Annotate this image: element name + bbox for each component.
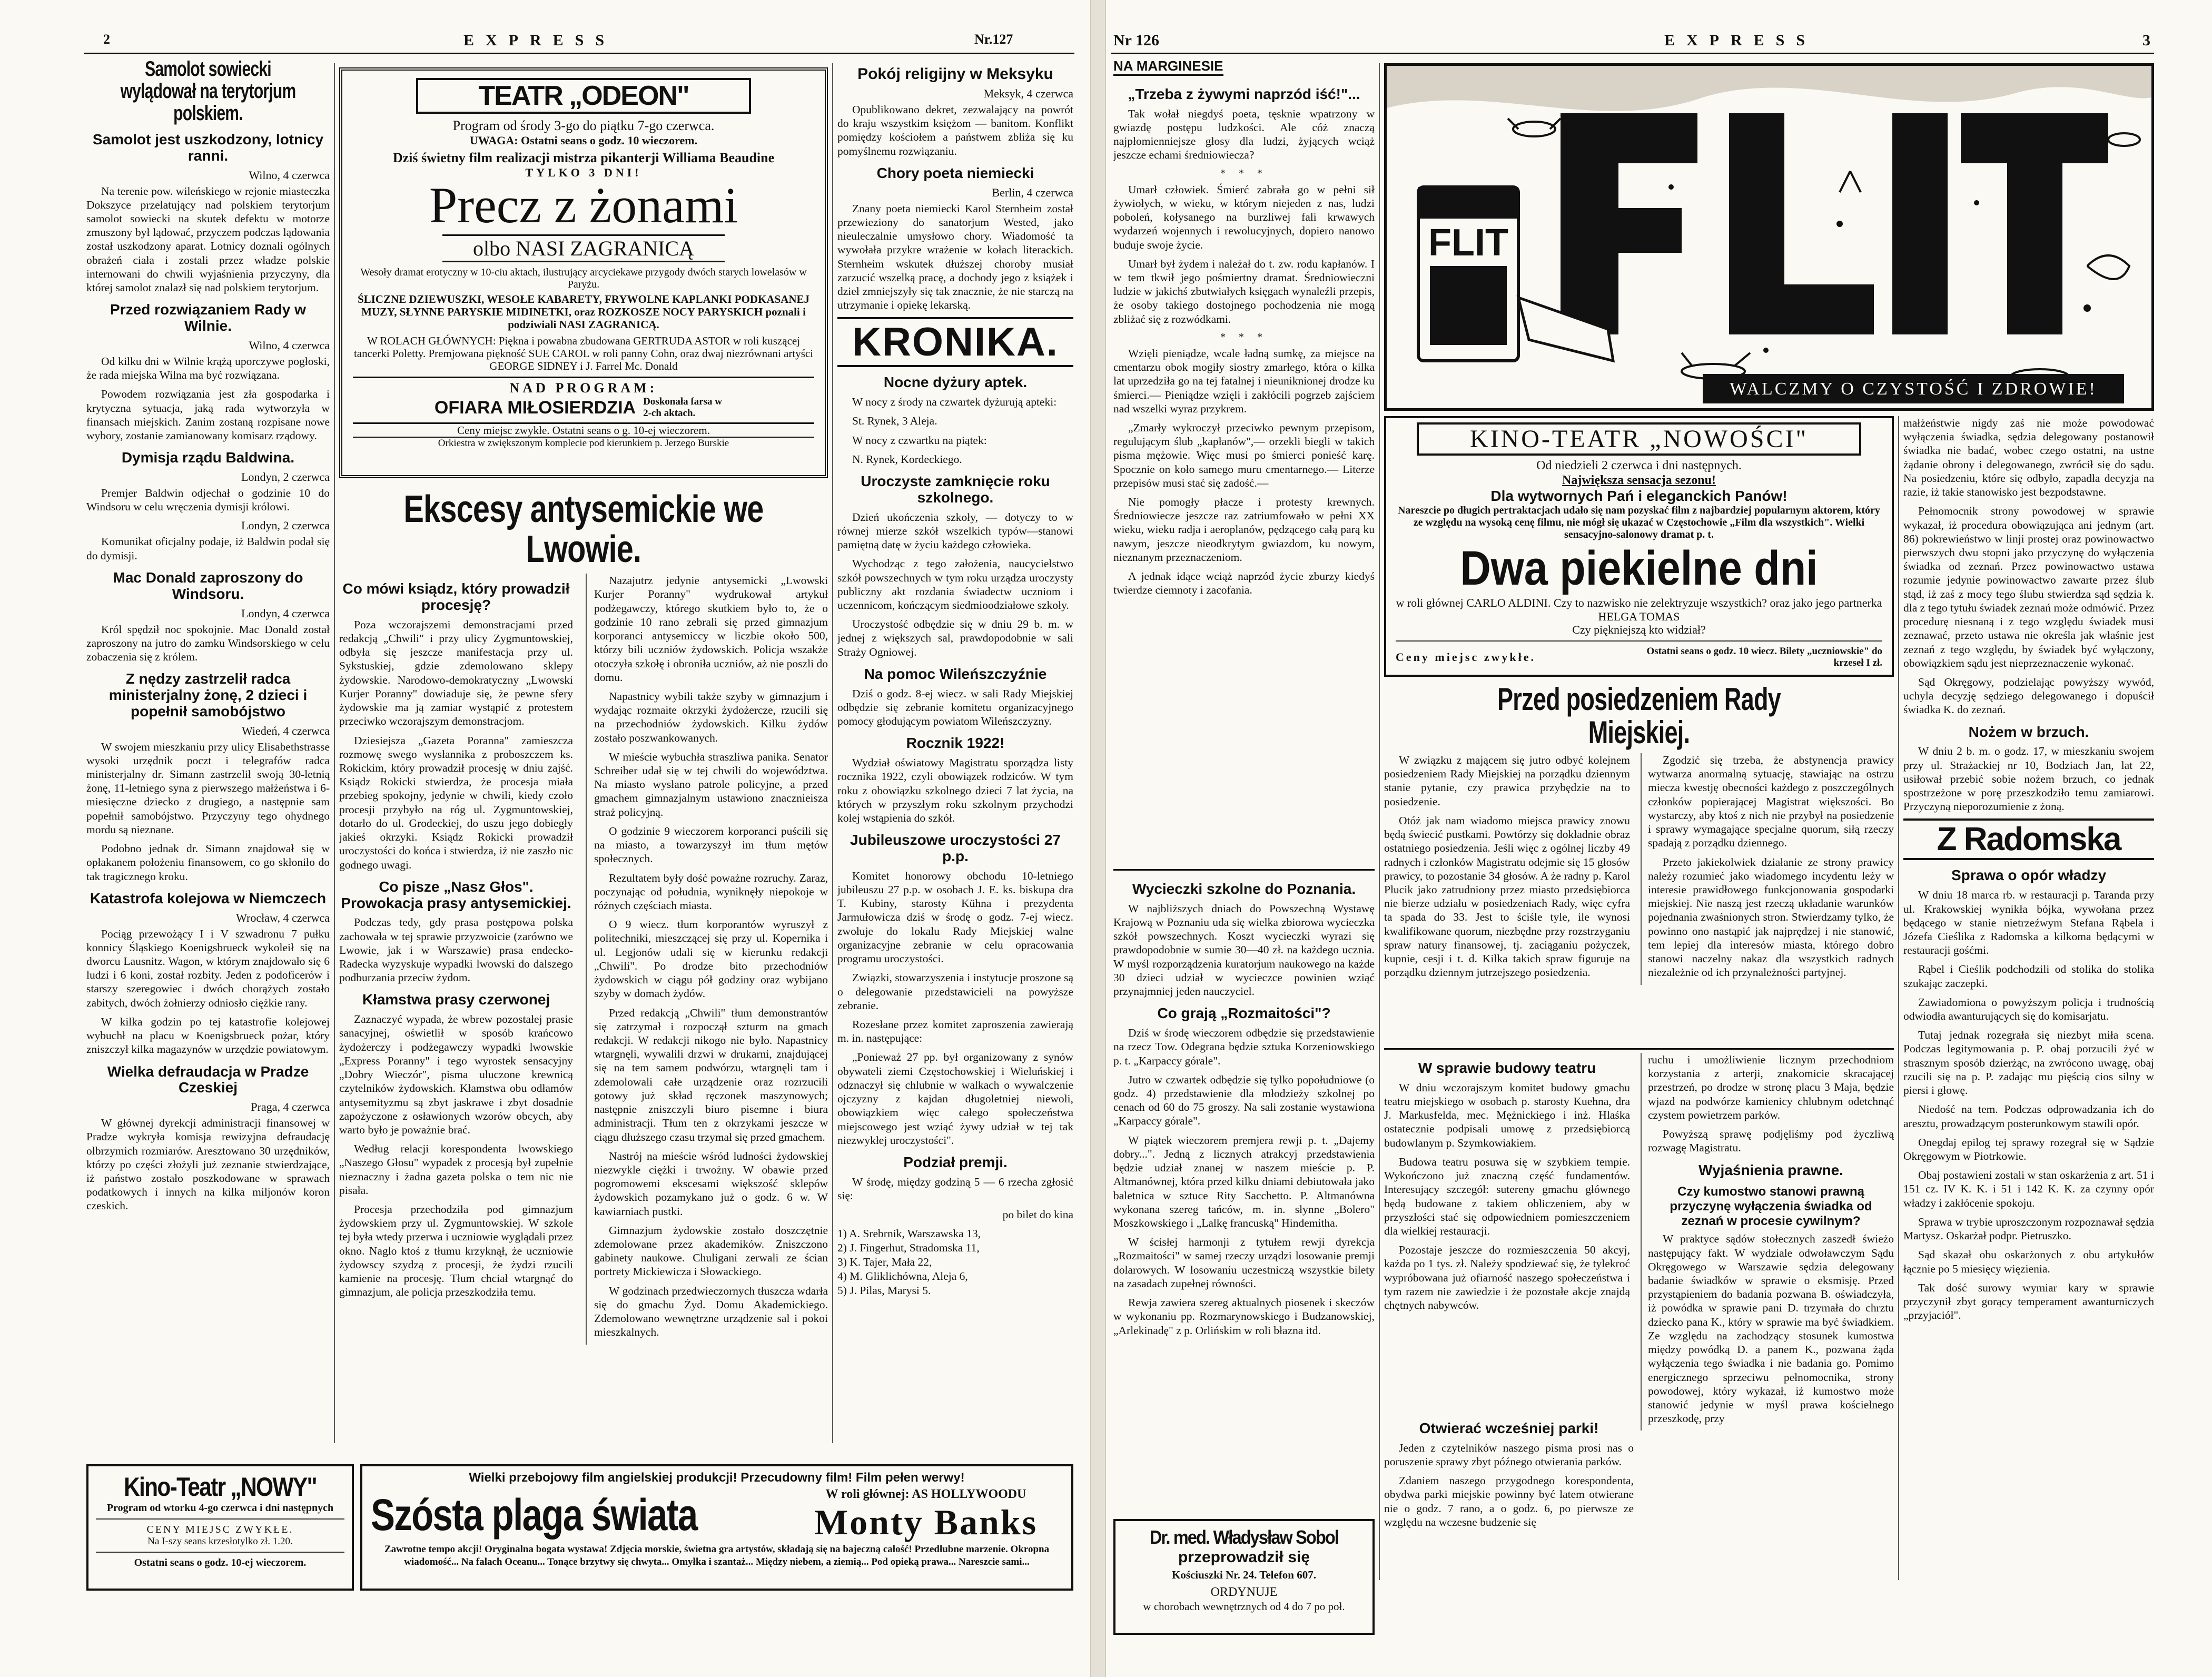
article-text: Dziś w środę wieczorem odbędzie się przedstawienie na rzecz Tow. Odegrana będzie sztuka Korzeniowskiego p. t. „Karpaccy górale". [1113, 1027, 1375, 1067]
ad-hours: w chorobach wewnętrznych od 4 do 7 po poł. [1143, 1600, 1345, 1613]
article-text: Wzięli pieniądze, wcale ładną sumkę, za miejsce na cmentarzu obok mogiły siostry zmarłego, która o kilka lat uprzedziła go na tej fatalnej i nieuniknionej drodze ku śmierci.— Pieniądze wzięli i zakłócili pogrzeb zajściem nad wszelki wyraz przykrem. [1113, 347, 1375, 415]
ad-moved: przeprowadził się [1178, 1548, 1310, 1566]
ad-title: Kino-Teatr „NOWY" [124, 1472, 317, 1502]
ad-prices: CENY MIEJSC ZWYKŁE. [146, 1524, 294, 1535]
masthead: EXPRESS [1664, 32, 1817, 49]
page-number: 2 [103, 32, 110, 47]
subheadline: Co pisze „Nasz Głos". Prowokacja prasy antysemickiej. [341, 878, 571, 911]
article-text: Poza wczorajszemi demonstracjami przed redakcją „Chwili" i przy ulicy Zygmuntowskiej, odbyła się jeszcze manifestacja przy ul. Sykstuskiej, gdzie zdemolowano sklepy żydowskie. Narodowo-demokratyczny „Lwowski Kurjer Poranny" dowiaduje się, że pewne sfery żydowskie ma ją zamiar wystąpić z protestem przeciwko wczorajszym demonstracjom. [339, 618, 573, 728]
article-text: Komunikat oficjalny podaje, iż Baldwin podał się do dymisji. [86, 535, 330, 562]
ad-program: Program od środy 3-go do piątku 7-go czerwca. [452, 118, 715, 133]
headline: Przed rozwiązaniem Rady w Wilnie. [110, 301, 306, 334]
article-text: W godzinach przedwieczornych tłuszcza wdarła się do gmachu Żyd. Domu Akademickiego. Zdemolowano wewnętrzne urządzenie sal i pokoi mieszkalnych. [594, 1284, 828, 1339]
headline: W sprawie budowy teatru [1418, 1060, 1596, 1076]
ad-last-show: Ostatni seans o godz. 10 wiecz. Bilety „uczniowskie" do krzeseł I zł. [1646, 646, 1882, 669]
flit-slogan: WALCZMY O CZYSTOŚĆ I ZDROWIE! [1730, 379, 2097, 399]
headline: Na pomoc Wileńszczyźnie [864, 665, 1047, 682]
film-title: Dwa piekielne dni [1460, 541, 1818, 596]
column-rule [832, 63, 833, 1443]
article-text: Dziś o godz. 8-ej wiecz. w sali Rady Miejskiej odbędzie się zebranie komitetu organizacyjnego pomocy głodującym powiatom Wileńszczyzny. [837, 687, 1073, 728]
article-text: Umarł był żydem i należał do t. zw. rodu kapłanów. I w tem tkwił jego pośmiertny dramat. Średniowieczni ludzie w jakichś zbutwiałych księgach wynaleźli przepis, że osoby takiego dostojnego pochodzenia nie mogą zbliżać się z rozwódkami. [1113, 257, 1375, 325]
subheadline: Sprawa o opór władzy [1951, 867, 2107, 884]
dateline: Meksyk, 4 czerwca [983, 87, 1073, 100]
article-text: N. Rynek, Kordeckiego. [852, 452, 962, 466]
list-item: 2) J. Fingerhut, Stradomska 11, [837, 1241, 980, 1255]
headline: Otwierać wcześniej parki! [1419, 1420, 1599, 1436]
flit-can-label: FLIT [1428, 222, 1508, 264]
article-text: Rewja zawiera szereg aktualnych piosenek i skeczów w wykonaniu pp. Rozmarynowskiego i Budzanowskiej, „Arlekinadę" z p. Orlińskim w roli błazna itd. [1113, 1296, 1375, 1337]
column-4 [837, 58, 1073, 1448]
article-text: „Zmarły wykroczył przeciwko pewnym przepisom, regulującym ślub „kapłanów",— orzekli biegli w takich pisma mężowie. Więc musi po śmierci ponieść karę. Spocznie on koło samego muru cmentarnego.— Literze przepisów musi stać się zadość.— [1113, 421, 1375, 489]
article-text: St. Rynek, 3 Aleja. [852, 415, 937, 428]
article-text: W środę, między godziną 5 — 6 rzecha zgłosić się: [837, 1175, 1073, 1202]
article-text: Zgodzić się trzeba, że abstynencja prawicy wytwarza anormalną sytuację, stawiając na ostrzu miecza kwestję obecności każdego z poszczególnych członków popierającej Magistrat większości. Bo wystarczy, aby ktoś z nich nie przybył na posiedzenie i sprawy wymagające specjalne quorum, siłą rzeczy spadają z porządku dziennego. [1648, 754, 1894, 850]
article-text: O godzinie 9 wieczorem korporanci puścili się na miasto, a towarzyszył im tłum mętów społecznych. [594, 824, 828, 865]
section-title: Z Radomska [1937, 821, 2121, 858]
dateline: Londyn, 2 czerwca [241, 519, 330, 532]
rada-miejska-article [1384, 683, 1894, 1041]
subheadline: Kłamstwa prasy czerwonej [362, 991, 550, 1008]
article-text: Na terenie pow. wileńskiego w rejonie miasteczka Dokszyce przelatujący nad polskiem terytorjum samolot sowiecki na skutek defektu w motorze zmuszony był lądować, przyczem podczas lądowania został uszkodzony aparat. Lotnicy doznali ogólnych obrażeń ciała i zostali przez władze polskie internowani do chwili wyjaśnienia przyczyny, dla której samolot znalazł się nad polskiem terytorjum. [86, 184, 330, 294]
article-text: Budowa teatru posuwa się w szybkiem tempie. Wykończono już znaczną część fundamentów. Interesujący szczegół: sutereny gmachu głównego będą budowane z takiem obliczeniem, aby w przyszłości stać się odpowiedniem pomieszczeniem dla wielkiej restauracji. [1384, 1155, 1630, 1237]
article-text: Związki, stowarzyszenia i instytucje proszone są o delegowanie przedstawicieli na powyższe zebranie. [837, 971, 1073, 1012]
dr-sobol-ad [1113, 1519, 1375, 1635]
article-text: Powodem rozwiązania jest zła gospodarka i krytyczna sytuacja, jaką rada wytworzyła w finansach miejskich. Zanim zostaną rozpisane nowe wybory, zostanie zamianowany komisarz rządowy. [86, 388, 330, 442]
article-text: W dniu 18 marca rb. w restauracji p. Taranda przy ul. Krakowskiej wynikła bójka, wywołana przez będącego w stanie nietrzeźwym Stefana Rąbela i Józefa Cieślika z Radomska a kilkoma będącymi w restauracji gośćmi. [1903, 889, 2154, 957]
article-text: Zdaniem naszego przygodnego korespondenta, obydwa parki miejskie powinny być latem otwierane nie o godz. 7 rano, a o godz. 6, po pierwsze ze względu na wczesne budzenie się [1384, 1474, 1634, 1528]
teatr-article [1384, 1048, 1894, 1637]
article-text: A jednak idące wciąż naprzód życie zburzy kiedyś twierdze ciemnoty i zacofania. [1113, 570, 1375, 597]
page-gutter [1090, 0, 1106, 1677]
ad-title: TEATR „ODEON" [416, 78, 751, 114]
article-text: Jeden z czytelników naszego pisma prosi nas o poruszenie sprawy zbyt późnego otwierania parków. [1384, 1441, 1634, 1468]
list-item: 5) J. Pilas, Marysi 5. [837, 1284, 931, 1297]
section-title: KRONIKA. [852, 320, 1059, 365]
ad-only: TYLKO 3 DNI! [525, 166, 642, 180]
ad-extra-note: Doskonała farsa w 2-ch aktach. [643, 396, 722, 419]
column-rule [334, 63, 335, 1443]
article-text: W dniu wczorajszym komitet budowy gmachu teatru miejskiego w osobach p. starosty Kuehna, dra J. Markusfelda, mec. Mężnickiego i inż. Hlaśka ostatecznie podpisali umowę z przedsiębiorcą budowlanym p. Szymkowiakiem. [1384, 1081, 1630, 1149]
article-text: po bilet do kina [1002, 1208, 1073, 1221]
article-text: Onegdaj epilog tej sprawy rozegrał się w Sądzie Okręgowym w Piotrkowie. [1903, 1136, 2154, 1162]
article-text: Znany poeta niemiecki Karol Sternheim został przewieziony do sanatorjum Wested, jako nieuleczalnie umysłowo chory. Wiadomość ta wywołała przykre wrażenie w kołach literackich. Sternheim wskutek dłuższej choroby musiał zarzucić wszelką pracę, a dochody jego z książek i dzieł zmniejszyły się tak znacznie, że nie starczą na utrzymanie i opiekę lekarską. [837, 202, 1073, 312]
separator-stars: * * * [1220, 167, 1268, 179]
ad-last-show: Ostatni seans o godz. 10-ej wieczorem. [134, 1556, 307, 1569]
article-text: Rąbel i Cieślik podchodzili od stolika do stolika szukając zaczepki. [1903, 963, 2154, 990]
headline: Jubileuszowe uroczystości 27 p.p. [850, 832, 1061, 865]
szkolne-column [1113, 869, 1375, 1516]
divider [96, 1552, 344, 1553]
headline: Wielka defraudacja w Pradze Czeskiej [107, 1063, 309, 1096]
ad-program: Program od wtorku 4-go czerwca i dni następnych [106, 1502, 334, 1514]
ad-name: Dr. med. Władysław Sobol [1149, 1526, 1339, 1548]
kino-nowosci-ad [1384, 416, 1894, 677]
ad-notice: UWAGA: Ostatni seans o godz. 10 wieczorem. [469, 133, 698, 147]
list-item: 4) M. Gliklichówna, Aleja 6, [837, 1270, 968, 1283]
dateline: Berlin, 4 czerwca [992, 185, 1073, 199]
article-text: Nastrój na mieście wśród ludności żydowskiej niezwykle ciężki i trwożny. W obawie przed pogromowemi ekscesami większość sklepów żydowskich pozamykano już o godz. 6 w. W kawiarniach pustki. [594, 1149, 828, 1218]
article-text: W dniu 2 b. m. o godz. 17, w mieszkaniu swojem przy ul. Strażackiej nr 10, Bodziach Jan, lat 22, usiłował przebić sobie nożem brzuch, co jednak spostrzeżone w porę przeszkodziło temu zamiarowi. Przyczyną nieporozumienie z żoną. [1903, 745, 2154, 813]
flit-advertisement [1384, 63, 2154, 411]
headline: Mac Donald zaproszony do Windsoru. [113, 569, 303, 602]
headline: Uroczyste zamknięcie roku szkolnego. [861, 473, 1050, 506]
header-rule [1111, 53, 2154, 54]
divider [96, 1518, 344, 1520]
article-text: Powyższą sprawę podjęliśmy pod życzliwą rozwagę Magistratu. [1648, 1128, 1894, 1155]
headline: Rocznik 1922! [906, 735, 1005, 752]
column-rule [1898, 416, 1899, 1580]
separator-stars: * * * [1220, 331, 1268, 343]
article-text: Król spędził noc spokojnie. Mac Donald został zaproszony na jutro do zamku Windsorskiego w celu zobaczenia się z królem. [86, 623, 330, 663]
headline: Dymisja rządu Baldwina. [121, 449, 295, 466]
headline: Z nędzy zastrzelił radca ministerjalny żonę, 2 dzieci i popełnił samobójstwo [108, 670, 308, 719]
ad-role-label: W roli głównej: AS HOLLYWOODU [825, 1487, 1026, 1501]
article-text: Premjer Baldwin odjechał o godzinie 10 do Windsoru w celu wręczenia dymisji królowi. [86, 487, 330, 514]
article-text: Obaj postawieni zostali w stan oskarżenia z art. 51 i 151 cz. IV K. K. i 51 i 142 K. K. za czynny opór władzy i zakłócenie spokoju. [1903, 1169, 2154, 1209]
article-text: Procesja przechodziła pod gimnazjum żydowskiem przy ul. Zygmuntowskiej. W szkole tej była wtedy przerwa i uczniowie wyglądali przez okno. Naglo ktoś z tłumu krzyknął, że uczniowie żydowscy szydzą z procesji, że żydzi rzucili kamienie na procesję. Tłum chciał wtargnąć do gimnazjum, ale policja przeszkodziła temu. [339, 1203, 573, 1299]
column-rule [1379, 63, 1380, 1580]
article-text: W swojem mieszkaniu przy ulicy Elisabethstrasse wysoki urzędnik poczt i telegrafów radca ministerjalny dr. Simann zastrzelił swoją 30-letnią żonę, 11-letniego syna z pierwszego małżeństwa i 6-miesięczne dziecko z drugiego, a następnie sam popełnił samobójstwo. Przyczyny tego ohydnego mordu są nieznane. [86, 740, 330, 836]
dateline: Wiedeń, 4 czerwca [241, 724, 330, 737]
ad-extra-title: OFIARA MIŁOSIERDZIA [434, 397, 636, 418]
headline: Katastrofa kolejowa w Niemczech [90, 890, 327, 906]
article-text: Pozostaje jeszcze do rozmieszczenia 50 akcyj, każda po 1 tys. zł. Należy spodziewać się, że tylekroć wypróbowana już ofiarność naszego społeczeństwa i tym razem nie zawiedzie i że pozostałe akcje znajdą chętnych nabywców. [1384, 1244, 1630, 1312]
article-text: Otóż jak nam wiadomo miejsca prawicy znowu będą świecić pustkami. Powtórzy się dokładnie obraz ostatniego posiedzenia. Jeśli więc z ogólnej liczby 49 radnych i członków Magistratu odejmie się 15 głosów prawicy, to pozostanie 34 głosów. A że radny p. Karol Plucik jako zatrudniony przez miasto przedsiębiorca nie bierze udziału w posiedzeniach Rady, więc cyfra ta spada do 33. Jest to ściśle tyle, ile wynosi kwalifikowane quorum, niezbędne przy rozstrzyganiu spraw natury finansowej, tj. zaciąganiu pożyczek, kupnie, cesji i t. d. Kilka takich spraw figuruje na porządku dziennym jutrzejszego posiedzenia. [1384, 814, 1630, 979]
ad-bottom: Zawrotne tempo akcji! Oryginalna bogata wystawa! Zdjęcia morskie, świetna gra artystów, składają się na bajeczną całość! Przedłubne marzenie. Okropna wiadomość... Na falach Oceanu... Tonące brzytwy się chwyta... Omyłka i szantaż... Między niebem, a ziemią... Pod opieką prawa... Nareszcie sami... [384, 1544, 1050, 1567]
flit-illustration-icon [1387, 66, 2151, 408]
article-text: Przeto jakiekolwiek działanie ze strony prawicy należy rozumieć jako wiadomego incydentu leży w interesie prawidłowego funkcjonowania gospodarki miejskiej. Nie naszą jest rzeczą układanie warunków pojednania zwaśnionych stron. Stwierdzamy tylko, że powinno ono nastąpić jak najprędzej i nie stanowić, tem lepiej dla interesów miasta, którego dobro stanowi naczelny nakaz dla wszystkich radnych niezależnie od ich przynależności partyjnej. [1648, 855, 1894, 979]
lwow-column-a [339, 574, 573, 1344]
article-text: W piątek wieczorem premjera rewji p. t. „Dajemy dobry...". Jedną z licznych atrakcyj przedstawienia będzie udział znanej w naszem mieście p. P. Altmanównej, która przed kilku dniami debiutowała jako baletnica w sztuce Rity Sacchetto. P. Altmanówna wykonana szereg tańców, m. in. słynne „Bolero" Moszkowskiego i „Lalkę francuską" Hindemitha. [1113, 1133, 1375, 1229]
ad-audience: Dla wytwornych Pań i eleganckich Panów! [1490, 488, 1788, 505]
article-text: „Ponieważ 27 pp. był organizowany z synów obywateli ziemi Częstochowskiej i Wieluńskiej i odznaczył się chlubnie w walkach o wywalczenie ojczyzny z kajdan długoletniej niewoli, obowiązkiem więc całego społeczeństwa miejscowego jest wziąć żywy udział w tej tak niezwykłej uroczystości". [837, 1051, 1073, 1147]
film-title: Szósta plaga świata [371, 1490, 697, 1540]
left-page [0, 0, 1090, 1677]
ad-prices: Ceny miejsc zwykłe. Ostatni seans o g. 10-ej wieczorem. [353, 422, 814, 437]
ad-star: Monty Banks [814, 1502, 1038, 1543]
article-text: Zaznaczyć wypada, że wbrew pozostałej prasie sanacyjnej, oświetlił w sposób krańcowo żydożerczy i podżegawczy wypadki lwowskie „Express Poranny" i tego wyrostek sensacyjny „Dobry Wieczór", pisma uluczone krewnicą czytelników żydowskich. Kłamstwa obu odłamów antysemityzmu są zbyt jaskrawe i zbyt dosadnie zapożyczone z osławionych wzorów obcych, aby warto było je poważnie brać. [339, 1013, 573, 1136]
kino-nowy-ad [86, 1464, 354, 1591]
article-text: Pełnomocnik strony powodowej w sprawie wykazał, iż procedura obowiązująca ani jednym (art. 86) pokrewieństwo w linji prostej oraz powinowactwo pierwszych dwu stopni jako przyczynę do wyłączenia świadka od zeznań. Przez powinowactwo ustawa rozumie jedynie powinowactwo zawarte przez ślub stąd, iż zaś z mocy tego ślubu stwierdza sąd sędzia k. dla z tego tytułu świadek zeznań może odmówić. Przez procedurę niesnaną i z tego względu świadek musi zeznawać, przeto ustawa nie określa jak właśnie jest zeznań z tego względu, by świadek być wyłączony, obowiązkiem sądu jest nieprzeznaczenie wykonać. [1903, 505, 2154, 669]
dateline: Londyn, 2 czerwca [241, 470, 330, 484]
article-text: Napastnicy wybili także szyby w gimnazjum i wydając rozmaite okrzyki żydożercze, rzucili się na przechodniów żydowskich. Kilku żydów zostało poszwankowanych. [594, 689, 828, 744]
list-item: 1) A. Srebrnik, Warszawska 13, [837, 1227, 981, 1240]
article-text: Opublikowano dekret, zezwalający na powrót do kraju wszystkim księżom — banitom. Konflikt pomiędzy kościołem a państwem zbliża się ku pomyślnemu rozwiązaniu. [837, 103, 1073, 157]
article-text: O 9 wiecz. tłum korporantów wyruszył z politechniki, mieszczącej się przy ul. Kopernika i ul. Legjonów udali się w kierunku redakcji „Chwili". Po drodze bito przechodniów żydowskich w ciągu pół godziny oraz wybijano szyby w domach żydów. [594, 918, 828, 1000]
article-text: Rezultatem były dość poważne rozruchy. Zaraz, poczynając od południa, wyniknęły niepokoje w różnych częściach miasta. [594, 871, 828, 912]
film-subtitle: olbo NASI ZAGRANICĄ [442, 234, 725, 262]
headline: Wyjaśnienia prawne. [1698, 1161, 1843, 1178]
article-text: W mieście wybuchła straszliwa panika. Senator Schreiber udał się w tej chwili do województwa. Na miasto wysłano patrole policyjne, a przed gmachem gimnazjalnym ustawiono znacznieisza straż policyjną. [594, 750, 828, 818]
article-text: Nazajutrz jedynie antysemicki „Lwowski Kurjer Poranny" wydrukował artykuł podżegawczy, którego skutkiem było to, że o godzinie 10 rano zebrali się przed gimnazjum korporanci antysemiccy w liczbie około 500, którzy bili uczniów żydowskich. Policja wszakże otoczyła szkołę i obroniła uczniów, aż nie poszli do domu. [594, 574, 828, 684]
dateline: Wrocław, 4 czerwca [236, 911, 330, 924]
headline: Ekscesy antysemickie we Lwowie. [403, 490, 764, 570]
article-text: małżeństwie nigdy zaś nie może powodować wyłączenia świadka, sędzia delegowany postanowił świadka nie badać, wobec czego ostatni, na ustne żądanie obrony i delegowanego, zwrócił się do sądu. Na posiedzeniu, które się odbyło, zapadła decyzja na razie, iż takie stanowisko jest bezpodstawne. [1903, 417, 2154, 499]
article-text: Dzień ukończenia szkoły, — dotyczy to w równej mierze szkół wszelkich typów—stanowi pamiętną datę w życiu każdego człowieka. [837, 510, 1073, 551]
headline: „Trzeba z żywymi naprzód iść!"... [1128, 86, 1360, 102]
lwow-column-b [586, 574, 828, 1344]
ad-cast: w roli głównej CARLO ALDINI. Czy to nazwisko nie zelektryzuje wszystkich? oraz jako jego partnerka HELGA TOMAS [1396, 596, 1882, 623]
headline: Co grają „Rozmaitości"? [1157, 1005, 1331, 1022]
article-text: W głównej dyrekcji administracji finansowej w Pradze wykryła komisja rewizyjna defraudację olbrzymich rozmiarów. Aresztowano 30 urzędników, którzy po części złożyli już zeznanie stwierdzające, iż państwo zostało poszkodowane w sprawach podatkowych i innych na kilka miljonów koron czeskich. [86, 1117, 330, 1212]
article-text: W ścisłej harmonji z tytułem rewji dyrekcja „Rozmaitości" w samej rzeczy urządzi losowanie premji dolarowych. W losowaniu uczestniczą wszystkie bilety na zasadach zupełnej równości. [1113, 1236, 1375, 1290]
article-text: W kilka godzin po tej katastrofie kolejowej wybuchł na placu w Koenigsbrueck pożar, który zniszczył kilka magazynów w urzędzie powiatowym. [86, 1015, 330, 1056]
headline: Podział premji. [903, 1153, 1008, 1170]
article-text: Nie pomogły płacze i protesty krewnych. Średniowiecze jeszcze raz zatriumfowało w pełni XX wieku, wieku radja i aeroplanów, pędzącego całą parą ku nawym, jeszcze nieodkrytym gwiazdom, ku nowym, nieznanym przeznaczeniom. [1113, 496, 1375, 564]
article-text: Podczas tedy, gdy prasa postępowa polska zachowała w tej sprawie przyzwoicie (zarówno we Lwowie, jak i w Warszawie) prasa endecko-Radecka wyzyskuje wypadki lwowski do dalszego podburzania przeciw żydom. [339, 916, 573, 984]
headline: Samolot sowiecki wylądował na terytorjum polskiem. [120, 58, 296, 125]
ad-description: Nareszcie po długich pertraktacjach udało się nam pozyskać film z najbardziej popularnym aktorem, który ze względu na wysoką cenę filmu, nie mógł się ukazać w Częstochowie „Film dla wszystkich". Wielki sensacyjno-salonowy dramat p. t. [1398, 505, 1880, 541]
headline: Pokój religijny w Meksyku [857, 65, 1053, 83]
subheadline: Co mówi ksiądz, który prowadził procesję? [342, 580, 570, 613]
article-text: Tak wołał niegdyś poeta, tęsknie wpatrzony w gwiazdę postępu ludzkości. Ale cóż znaczą najpłomienniejsze głosy dla ludzi, żyjących wciąż jeszcze echami średniowiecza? [1113, 107, 1375, 162]
article-text: W nocy z środy na czwartek dyżurują apteki: [852, 396, 1057, 409]
dateline: Wilno, 4 czerwca [249, 168, 330, 182]
ad-today: Dziś świetny film realizacji mistrza pikanterji Williama Beaudine [392, 150, 775, 166]
article-text: Gimnazjum żydowskie zostało doszczętnie zdemolowane przez akademików. Zniszczono gabinety naukowe. Chuligani zerwali ze ścian portrety Mickiewicza i Słowackiego. [594, 1224, 828, 1278]
szosta-plaga-ad [360, 1464, 1073, 1591]
article-text: ruchu i umożliwienie licznym przechodniom korzystania z arterji, znakomicie skracającej przestrzeń, po drodze w stronę placu 3 Maja, będzie wjazd na podwórze kamienicy chlubnym odetchnąć czystem powietrzem parków. [1648, 1053, 1894, 1121]
ad-title: KINO-TEATR „NOWOŚCI" [1417, 422, 1861, 456]
article-text: W nocy z czwartku na piątek: [852, 433, 987, 447]
ad-question: Czy piękniejszą kto widział? [1572, 623, 1706, 636]
article-text: Tak dość surowy wymiar kary w sprawie przyczynił zbyt gorący temperament awanturniczych „przyjaciół". [1903, 1281, 2154, 1322]
headline: Nożem w brzuch. [1968, 723, 2089, 740]
article-text: Dziesiejsza „Gazeta Poranna" zamieszcza rozmowę swego wysłannika z proboszczem ks. Rokickim, który prowadził procesję w dniu zajść. Ksiądz Rokicki stwierdza, że procesja miała przebieg spokojny, jedynie w chwili, kiedy czoło procesji przybyło na róg ul. Zygmuntowskiej, dotarło do ul. Grodeckiej, do uszu jego dobiegły jakieś okrzyki. Ksiądz Rokicki prowadził uroczystości do końca i stwierdza, iż nie zaszło nic godnego uwagi. [339, 734, 573, 871]
article-text: Podobno jednak dr. Simann znajdował się w opłakanem położeniu finansowem, co go skłoniło do tak tragicznego kroku. [86, 842, 330, 883]
article-text: Tutaj jednak rozegrała się niezbyt miła scena. Podczas legitymowania p. P. obaj porzucili żyć w strasznym sposób dzierżąc, na zwrócono uwagę, obaj rzucili się na p. P. zadając mu pięścią cios silny w piersi i głowę. [1903, 1029, 2154, 1097]
odeon-ad [339, 67, 828, 478]
dateline: Londyn, 4 czerwca [241, 606, 330, 620]
article-text: Pociąg przewożący I i V szwadronu 7 pułku konnicy Śląskiego Koenigsbrueck wykoleił się na dworcu Lausnitz. Wagon, w którym znajdowało się 6 ludzi i 6 koni, został rozbity. Jeden z podoficerów i starszy szeregowiec i dwóch chorążych zostało zabitych, dwóch żołnierzy odniosło ciężkie rany. [86, 927, 330, 1009]
headline: Przed posiedzeniem Rady Miejskiej. [1497, 683, 1781, 750]
dateline: Praga, 4 czerwca [251, 1100, 330, 1114]
divider [1396, 640, 1882, 642]
ad-prices-detail: Na I-szy seans krzesłotylko zł. 1.20. [147, 1536, 293, 1547]
ad-description: Wesoły dramat erotyczny w 10-ciu aktach, ilustrujący arcyciekawe przygody dwóch starych lowelasów w Paryżu. [360, 267, 807, 291]
article-text: Sąd Okręgowy, podzielając powyższy wywód, uchyla decyzję sędziego delegowanego i dopuścił świadka K. do zeznań. [1903, 675, 2154, 716]
article-text: Uroczystość odbędzie się w dniu 29 b. m. w jednej z większych sal, prawdopodobnie w sali Straży Ogniowej. [837, 618, 1073, 658]
article-text: Rozesłane przez komitet zaproszenia zawierają m. in. następujące: [837, 1018, 1073, 1045]
ad-extra-label: NAD PROGRAM: [353, 377, 814, 396]
ad-top: Wielki przebojowy film angielskiej produkcji! Przecudowny film! Film pełen werwy! [469, 1471, 965, 1485]
page-number: 3 [2142, 32, 2150, 49]
film-title: Precz z żonami [429, 177, 738, 234]
article-text: Sąd skazał obu oskarżonych z obu artykułów łącznie po 5 miesięcy więzienia. [1903, 1248, 2154, 1275]
article-text: Jutro w czwartek odbędzie się tylko popołudniowe (o godz. 4) przedstawienie dla młodzieży szkolnej po cenach od 60 do 75 groszy. Na sali zostanie wystawiona „Karpaccy górale". [1113, 1073, 1375, 1128]
column-right [1903, 416, 2154, 1606]
subheadline: Czy kumostwo stanowi prawną przyczynę wyłączenia świadka od zeznań w procesie cywilnym? [1670, 1185, 1872, 1229]
article-text: Przed redakcją „Chwili" tłum demonstrantów się zatrzymał i rozpoczął szturm na gmach redakcji. W redakcji nikogo nie było. Napastnicy wtargnęli, wywalili drzwi w drukarni, znajdującej się na tem samem podwórzu, wtargnęli tam i zdemolowali całe urządzenie oraz rozrzucili gotowy już skład ręczonek maszynowych; następnie zniszczyli biuro pisemne i biura administracji. Tłum ten z okrzykami jeszcze w ciągu dłuższego czasu trzymał się przed gmachem. [594, 1006, 828, 1143]
ad-address: Kościuszki Nr. 24. Telefon 607. [1171, 1569, 1316, 1581]
article-text: W najbliższych dniach do Powszechną Wystawę Krajową w Poznaniu uda się wielka zbiorowa wycieczka szkół powszechnych. Koszt wycieczki wyrazi się prawdopodobnie w sumie 30—40 zł. na każdego ucznia. W myśl rozporządzenia kuratorjum naukowego na każde 30 dzieci udział w wycieczce powinien wziąć przynajmniej jeden nauczyciel. [1113, 902, 1375, 998]
article-text: Umarł człowiek. Śmierć zabrała go w pełni sił żywiołych, w wieku, w którym niejeden z nas, ludzi poboleń, kołysanego na burzliwej fali krwawych wydarzeń wojennych i rewolucyjnych, dopiero nanowo buduje swoje życie. [1113, 183, 1375, 251]
headline: Wycieczki szkolne do Poznania. [1132, 881, 1356, 897]
article-text: Wychodząc z tego założenia, naucycielstwo szkół powszechnych w tym roku urządza uroczysty publiczny akt rozdania świadectw uczniom i uczennicom, kończącym siedmioodziałowe szkoły. [837, 557, 1073, 611]
headline: Chory poeta niemiecki [876, 164, 1034, 181]
article-text: W związku z mającem się jutro odbyć kolejnem posiedzeniem Rady Miejskiej na porządku dziennym stanie pytanie, czy prawica przybędzie na to posiedzenie. [1384, 754, 1630, 808]
article-text: Zawiadomiona o powyższym policja i trudnością odwiodła awanturujących się do komisarjatu. [1903, 995, 2154, 1023]
list-item: 3) K. Tajer, Mała 22, [837, 1256, 932, 1269]
article-text: Sprawa w trybie uproszczonym rozpoznawał sędzia Martysz. Oskarżał podpr. Pietruszko. [1903, 1215, 2154, 1242]
ad-prices: Ceny miejsc zwykłe. [1396, 650, 1536, 664]
section-label: NA MARGINESIE [1113, 58, 1223, 76]
lwow-article [339, 490, 828, 1438]
article-text: W praktyce sądów stołecznych zaszedł świeżo następujący fakt. W wydziale odwoławczym Sądu Okręgowego w Warszawie sędzia delegowany badanie świadków w sprawie o eksmisję. Przed przystąpieniem do badania pozwana B. oświadczyła, iż powódka w sprawie pani D. trzymała do chrztu dziecko pana K., który w sprawie ma być świadkiem. Ze względu na zachodzący stosunek kumostwa między powódką D. a panem K., pozwana żąda wyłączenia tego świadka i nie badania go. Pomimo energicznego sprzeciwu pełnomocnika, strony powodowej, który wykazał, iż kumostwo może stanowić jedynie w myśl prawa kościelnego przeszkodę, przy [1648, 1232, 1894, 1425]
right-page [1106, 0, 2212, 1677]
article-text: Komitet honorowy obchodu 10-letniego jubileuszu 27 p.p. w osobach J. E. ks. biskupa dra T. Kubiny, starosty Kühna i prezydenta Jarmułowicza dziś w środę o godz. 7-ej wiecz. zwołuje do lokalu Rady Miejskiej walne organizacyjne zebranie w celu opracowania programu uroczystości. [837, 869, 1073, 965]
issue-number: Nr 126 [1113, 32, 1159, 49]
article-text: Od kilku dni w Wilnie krążą uporczywe pogłoski, że rada miejska Wilna ma być rozwiązana. [86, 354, 330, 382]
subheadline: Samolot jest uszkodzony, lotnicy ranni. [92, 131, 324, 164]
ad-cast: W ROLACH GŁÓWNYCH: Piękna i powabna zbudowana GERTRUDA ASTOR w roli kuszącej tancerki Poletty. Premjowana piękność SUE CAROL w roli panny Cohn, oraz dwaj niezrównani artyści GEORGE SIDNEY i J. Farrel Mc. Donald [353, 334, 814, 372]
ad-from: Od niedzieli 2 czerwca i dni następnych. [1536, 459, 1742, 472]
dateline: Wilno, 4 czerwca [249, 338, 330, 352]
column-1 [86, 58, 330, 1448]
article-text: Według relacji korespondenta lwowskiego „Naszego Głosu" wypadek z procesją był zupełnie nieznaczny i żadna gazeta polska o tem nic nie pisała. [339, 1142, 573, 1197]
ad-description: ŚLICZNE DZIEWUSZKI, WESOŁE KABARETY, FRYWOLNE KAPLANKI PODKASANEJ MUZY, SŁYNNE PARYSKIE MIDINETKI, oraz ROZKOSZE NOCY PARYSKICH poznali i podziwiali NASI ZAGRANICĄ. [357, 293, 810, 331]
article-text: Niedość na tem. Podczas odprowadzania ich do aresztu, prowadzącym posterunkowym stawili opór. [1903, 1103, 2154, 1130]
masthead: EXPRESS [463, 32, 616, 49]
header-rule [84, 53, 1074, 54]
ad-orchestra: Orkiestra w zwiększonym komplecie pod kierunkiem p. Jerzego Burskie [353, 437, 814, 449]
article-text: Wydział oświatowy Magistratu sporządza listy rocznika 1922, czyli obowiązek rodziców. W tym roku z obowiązku szkolnego dzieci 7 lat życia, na których w przyszłym roku szkolnym przychodzi kolej wstąpienia do szkół. [837, 756, 1073, 824]
headline: Nocne dyżury aptek. [883, 374, 1028, 391]
ad-ordynuje: ORDYNUJE [1210, 1585, 1278, 1600]
ad-sensation: Największa sensacja sezonu! [1562, 473, 1716, 487]
issue-number: Nr.127 [974, 32, 1013, 47]
